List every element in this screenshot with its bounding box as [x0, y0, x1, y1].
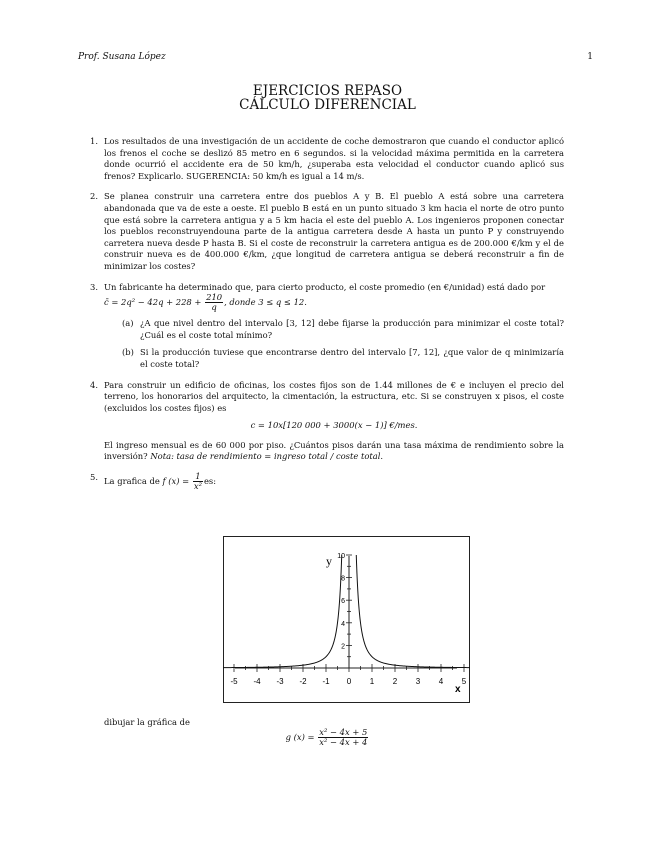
formula-right: , donde 3 ≤ q ≤ 12. — [224, 297, 307, 308]
function-f: f (x) = — [162, 476, 192, 487]
x-tick-label: 0 — [346, 677, 352, 686]
cost-formula: c = 10x[120 000 + 3000(x − 1)] €/mes. — [250, 420, 418, 431]
fraction-numerator: 210 — [206, 292, 223, 303]
fraction-numerator: 1 — [193, 472, 203, 482]
author-name: Prof. Susana López — [78, 52, 166, 62]
y-tick-label: 6 — [341, 598, 345, 606]
exercise-text: Los resultados de una investigación de un accidente de coche demostraron que cuando el conductor aplicó los frenos el coche se deslizó 85 metro en 6 segundos. si la velocidad máxima permitida en la carretera donde ocurrió el accidente era de 50 km/h, ¿superaba esta velocidad el conductor cuando aplicó sus frenos? Explicarlo. SUGERENCIA: 50 km/h es igual a 14 m/s. — [104, 136, 564, 181]
title-line-1: EJERCICIOS REPASO — [252, 83, 403, 99]
function-graph — [223, 536, 470, 703]
exercise-text-end: es: — [203, 476, 217, 487]
title-line-2: CÁLCULO DIFERENCIAL — [239, 97, 416, 113]
x-tick-label: -3 — [276, 677, 284, 686]
x-tick-label: -1 — [322, 677, 330, 686]
fraction — [193, 472, 203, 491]
exercise-2 — [90, 191, 564, 272]
subquestion-b — [118, 347, 564, 370]
exercise-outro: El ingreso mensual es de 60 000 por piso. ¿Cuántos pisos darán una tasa máxima de rendimiento sobre la inversión? — [104, 439, 564, 462]
exercise-3 — [90, 282, 564, 371]
exercise-4 — [90, 380, 564, 464]
subquestion-label: (b) — [122, 347, 134, 358]
fraction-denominator: q — [211, 302, 217, 313]
exercise-5 — [90, 472, 564, 491]
subquestion-text: Si la producción tuviese que encontrarse dentro del intervalo [7, 12], ¿que valor de q minimizaría el coste total? — [140, 347, 564, 369]
exercise-note: Nota: tasa de rendimiento = ingreso total / coste total. — [150, 451, 384, 462]
subquestion-label: (a) — [122, 318, 134, 329]
x-tick-label: -2 — [299, 677, 307, 686]
x-tick-label: 2 — [392, 677, 398, 686]
exercise-number: 5. — [90, 472, 98, 483]
subquestion-a — [118, 318, 564, 341]
x-tick-label: -4 — [253, 677, 261, 686]
page-header — [78, 52, 593, 62]
x-tick-label: 3 — [415, 677, 421, 686]
exercise-1 — [90, 136, 564, 182]
x-tick-label: 4 — [438, 677, 444, 686]
function-g — [0, 728, 655, 747]
formula-left: c̄ = 2q² − 42q + 228 + — [104, 297, 205, 308]
exercise-number: 3. — [90, 281, 98, 292]
exercise-number: 2. — [90, 191, 98, 202]
subquestion-text: ¿A que nivel dentro del intervalo [3, 12] debe fijarse la producción para minimizar el coste total? ¿Cuál es el coste total mínimo? — [140, 318, 564, 340]
fraction — [318, 728, 368, 747]
instruction-text: dibujar la gráfica de — [104, 717, 190, 727]
y-tick-label: 10 — [337, 553, 345, 560]
exercise-intro: Para construir un edificio de oficinas, los costes fijos son de 1.44 millones de € e incluyen el precio del terreno, los honorarios del arquitecto, la cimentación, la estructura, etc. Si se construyen x pisos, el coste (excluidos los costes fijos) es — [104, 379, 564, 413]
fraction-denominator: x² — [193, 481, 202, 492]
exercise-text: Se planea construir una carretera entre dos pueblos A y B. El pueblo A está sobre una carretera abandonada que va de este a oeste. El pueblo B está en un punto situado 3 km hacia el norte de otro punto que está sobre la carretera antigua y a 5 km hacia el este del pueblo A. Los ingenieros proponen conectar los pueblos reconstruyendouna parte de la antigua carretera desde A hasta un punto P y construyendo carretera nueva desde P hasta B. Si el coste de reconstruir la carretera antigua es de 200.000 €/km y el de construir nueva es de 400.000 €/km, ¿que longitud de carretera antigua se deberá reconstruir a fin de minimizar los costes? — [104, 191, 564, 271]
y-tick-label: 2 — [341, 643, 345, 651]
exercise-list — [90, 136, 564, 500]
fraction-denominator: x² − 4x + 4 — [319, 737, 368, 747]
x-tick-label: 1 — [369, 677, 375, 686]
y-tick-label: 4 — [341, 620, 345, 628]
exercise-number: 4. — [90, 379, 98, 390]
exercise-intro: Un fabricante ha determinado que, para cierto producto, el coste promedio (en €/unidad) está dado por — [104, 281, 546, 292]
fraction-numerator: x² − 4x + 5 — [319, 727, 368, 737]
document-title — [0, 84, 655, 112]
fraction — [205, 293, 223, 312]
cost-formula — [104, 292, 307, 313]
y-tick-label: 8 — [341, 575, 345, 583]
x-axis-label: x — [455, 684, 461, 695]
x-tick-label: -5 — [230, 677, 238, 686]
exercise-text: La grafica de — [104, 476, 163, 487]
y-axis-label: y — [326, 554, 332, 568]
exercise-number: 1. — [90, 136, 98, 146]
x-tick-label: 5 — [461, 677, 467, 686]
page-number: 1 — [587, 52, 593, 62]
plot-svg — [223, 536, 470, 703]
function-g-left: g (x) = — [285, 732, 318, 742]
